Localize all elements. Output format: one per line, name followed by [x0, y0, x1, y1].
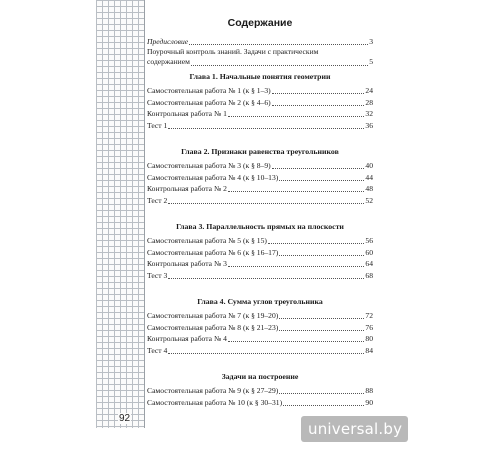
toc-entry: [147, 119, 373, 131]
leader-dots: [191, 64, 368, 66]
leader-dots: [168, 127, 364, 129]
leader-dots: [279, 317, 364, 319]
grid-margin: [96, 0, 145, 428]
toc-entry: [147, 385, 373, 397]
toc-entry-label: Предисловие: [147, 36, 189, 46]
leader-dots: [279, 392, 364, 394]
toc-entry: [147, 258, 373, 270]
toc-entry-label: Тест 4: [147, 345, 168, 355]
leader-dots: [168, 277, 364, 279]
toc-entry-page: 32: [365, 109, 373, 118]
page-number: 92: [119, 413, 131, 424]
toc-entry-label: Тест 1: [147, 120, 168, 130]
toc-entry-label: Самостоятельная работа № 9 (к § 27–29): [147, 386, 279, 395]
leader-dots: [272, 92, 365, 94]
toc-entry: [147, 396, 373, 408]
toc-entry: [147, 344, 373, 356]
toc-entry: [147, 85, 373, 97]
toc-entry-page: 28: [365, 97, 373, 107]
toc-entry-label-line2: содержанием: [147, 57, 190, 66]
chapter-heading: Глава 2. Признаки равенства треугольников: [181, 146, 339, 156]
toc-entry-label: Самостоятельная работа № 7 (к § 19–20): [147, 311, 279, 320]
leader-dots: [272, 167, 365, 169]
watermark: universal.by: [301, 416, 408, 442]
toc-entry-label: Самостоятельная работа № 6 (к § 16–17): [147, 247, 279, 257]
toc-entry-label: Самостоятельная работа № 8 (к § 21–23): [147, 322, 279, 332]
leader-dots: [272, 104, 365, 106]
toc-entry-label: Тест 3: [147, 270, 168, 280]
toc-entry-label: Самостоятельная работа № 1 (к § 1–3): [147, 86, 271, 95]
toc-entry-page: 60: [365, 247, 373, 257]
toc-entry: [147, 310, 373, 322]
toc-entry-label: Самостоятельная работа № 10 (к § 30–31): [147, 397, 283, 407]
toc-entry-page: 52: [365, 195, 373, 205]
toc-entry: [147, 269, 373, 281]
toc-entry: [147, 183, 373, 195]
toc-entry-preface: [147, 35, 373, 47]
leader-dots: [279, 254, 364, 256]
chapter-heading: Глава 3. Параллельность прямых на плоскости: [176, 221, 344, 231]
toc-entry-page: 48: [365, 184, 373, 193]
toc-entry-page: 44: [365, 172, 373, 182]
toc-entry: [147, 194, 373, 206]
toc-entry: [147, 171, 373, 183]
toc-entry-page: 84: [365, 345, 373, 355]
chapter-heading: Глава 4. Сумма углов треугольника: [197, 296, 323, 306]
toc-entry-page: 56: [365, 236, 373, 245]
toc-entry: [147, 321, 373, 333]
leader-dots: [228, 340, 365, 342]
toc-entry-page: 80: [365, 334, 373, 343]
leader-dots: [228, 190, 365, 192]
toc-title: Содержание: [227, 17, 293, 29]
toc-entry-intro: [147, 47, 373, 68]
leader-dots: [268, 242, 364, 244]
toc-entry-label: Самостоятельная работа № 5 (к § 15): [147, 236, 267, 245]
toc-entry-page: 76: [365, 322, 373, 332]
toc-entry-page: 90: [365, 397, 373, 407]
toc-entry-page: 68: [365, 270, 373, 280]
toc-entry: [147, 235, 373, 247]
toc-entry: [147, 108, 373, 120]
table-of-contents: [147, 16, 373, 408]
toc-entry-label: Самостоятельная работа № 3 (к § 8–9): [147, 161, 271, 170]
toc-entry-label: Самостоятельная работа № 2 (к § 4–6): [147, 97, 271, 107]
toc-entry-label: Самостоятельная работа № 4 (к § 10–13): [147, 172, 279, 182]
toc-entry-page: 40: [365, 161, 373, 170]
leader-dots: [168, 202, 364, 204]
toc-entry: [147, 160, 373, 172]
toc-entry-page: 24: [365, 86, 373, 95]
toc-entry-page: 64: [365, 259, 373, 268]
toc-entry: [147, 246, 373, 258]
toc-entry-label-line1: Поурочный контроль знаний. Задачи с практическим: [147, 46, 319, 56]
leader-dots: [279, 329, 364, 331]
leader-dots: [189, 43, 368, 45]
leader-dots: [279, 179, 364, 181]
toc-entry-page: 36: [365, 120, 373, 130]
toc-entry: [147, 96, 373, 108]
leader-dots: [228, 265, 365, 267]
toc-entry-page: 5: [369, 57, 373, 66]
leader-dots: [228, 115, 365, 117]
toc-entry-page: 72: [365, 311, 373, 320]
toc-entry-page: 88: [365, 386, 373, 395]
chapter-heading: Задачи на построение: [221, 371, 299, 381]
toc-entry-page: 3: [369, 36, 373, 46]
toc-entry-label: Контрольная работа № 4: [147, 334, 227, 343]
leader-dots: [283, 404, 364, 406]
toc-entry-label: Контрольная работа № 2: [147, 184, 227, 193]
toc-entry-label: Тест 2: [147, 195, 168, 205]
toc-entry: [147, 333, 373, 345]
toc-entry-label: Контрольная работа № 1: [147, 109, 227, 118]
chapter-list: [147, 71, 373, 408]
toc-entry-label: Контрольная работа № 3: [147, 259, 227, 268]
chapter-heading: Глава 1. Начальные понятия геометрии: [189, 71, 331, 81]
leader-dots: [168, 352, 364, 354]
